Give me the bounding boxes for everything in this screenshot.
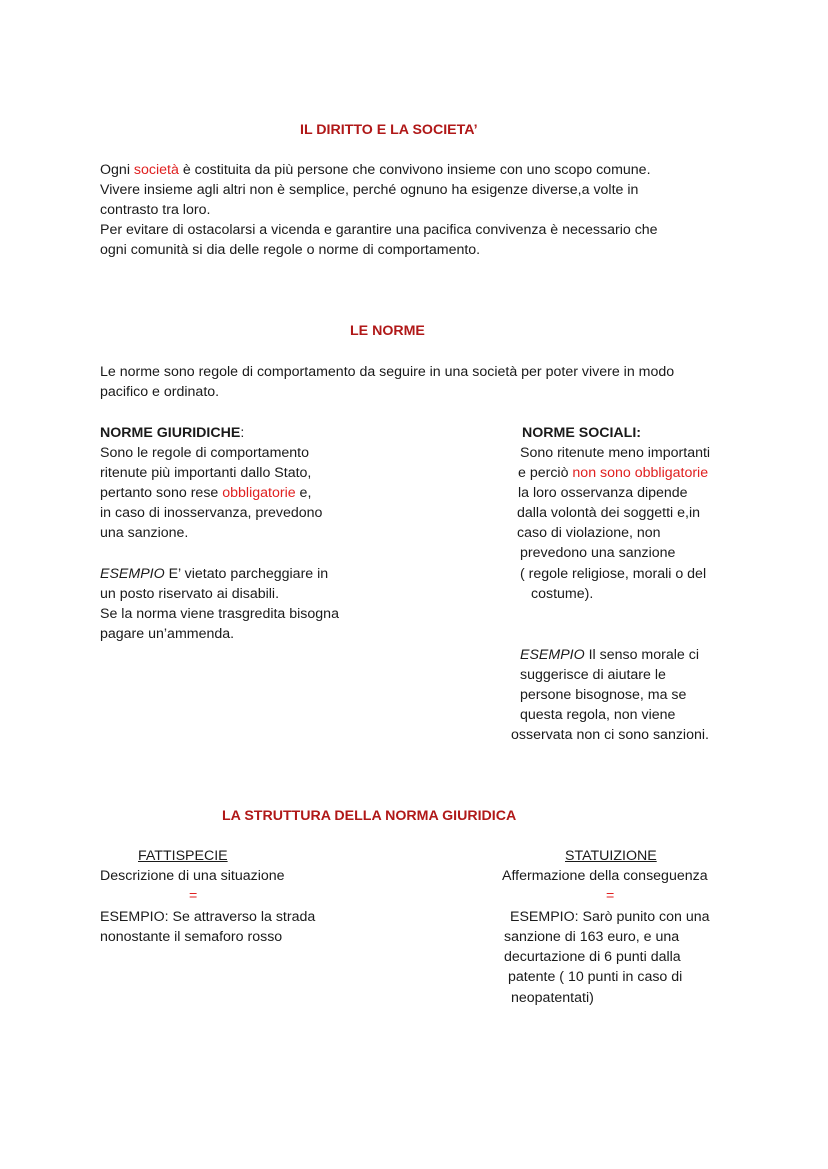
- text-line: suggerisce di aiutare le: [520, 667, 666, 683]
- heading-norme-sociali: NORME SOCIALI:: [522, 425, 642, 441]
- example-label: ESEMPIO: [100, 566, 165, 582]
- equals-sign: =: [189, 888, 198, 904]
- paragraph-line: ogni comunità si dia delle regole o norme di comportamento.: [100, 242, 481, 258]
- text-line: un posto riservato ai disabili.: [100, 586, 280, 602]
- text-line: ritenute più importanti dallo Stato,: [100, 465, 312, 481]
- text-line: Affermazione della conseguenza: [502, 868, 708, 884]
- text-fragment: è costituita da più persone che convivono insieme con uno scopo comune.: [178, 162, 651, 178]
- text-line: [518, 463, 708, 483]
- heading-text: NORME GIURIDICHE: [100, 425, 241, 441]
- text-line: ESEMPIO: Se attraverso la strada: [100, 909, 316, 925]
- heading-norme-giuridiche: [100, 423, 244, 443]
- text-line: patente ( 10 punti in caso di: [508, 969, 683, 985]
- section-title-struttura: LA STRUTTURA DELLA NORMA GIURIDICA: [222, 808, 517, 824]
- heading-statuizione: STATUIZIONE: [565, 848, 657, 864]
- example-line: [100, 564, 328, 584]
- text-line: questa regola, non viene: [520, 707, 676, 723]
- heading-fattispecie: FATTISPECIE: [138, 848, 228, 864]
- example-label: ESEMPIO: [520, 647, 585, 663]
- heading-colon: :: [240, 425, 245, 441]
- paragraph-line: Vivere insieme agli altri non è semplice, perché ognuno ha esigenze diverse,a volte in: [100, 182, 639, 198]
- section-title-diritto: IL DIRITTO E LA SOCIETA’: [300, 122, 478, 138]
- text-line: sanzione di 163 euro, e una: [504, 929, 680, 945]
- text-line: pagare un’ammenda.: [100, 626, 235, 642]
- text-line: persone bisognose, ma se: [520, 687, 687, 703]
- text-fragment: E’ vietato parcheggiare in: [164, 566, 329, 582]
- example-line: [520, 645, 699, 665]
- text-line: ( regole religiose, morali o del: [520, 566, 707, 582]
- paragraph-line: Le norme sono regole di comportamento da seguire in una società per poter vivere in modo: [100, 364, 675, 380]
- text-fragment: e,: [295, 485, 312, 501]
- text-line: Sono le regole di comportamento: [100, 445, 309, 461]
- paragraph-line: [100, 160, 651, 180]
- highlighted-word: obbligatorie: [222, 485, 296, 501]
- text-line: neopatentati): [511, 990, 594, 1006]
- paragraph-line: contrasto tra loro.: [100, 202, 211, 218]
- highlighted-word: non sono obbligatorie: [572, 465, 709, 481]
- text-fragment: Ogni: [100, 162, 134, 178]
- text-line: Sono ritenute meno importanti: [520, 445, 711, 461]
- paragraph-line: pacifico e ordinato.: [100, 384, 220, 400]
- text-line: costume).: [531, 586, 594, 602]
- text-line: decurtazione di 6 punti dalla: [504, 949, 681, 965]
- text-line: in caso di inosservanza, prevedono: [100, 505, 323, 521]
- text-line: Descrizione di una situazione: [100, 868, 285, 884]
- text-line: dalla volontà dei soggetti e,in: [517, 505, 700, 521]
- highlighted-word: società: [133, 162, 179, 178]
- text-line: ESEMPIO: Sarò punito con una: [510, 909, 710, 925]
- text-fragment: e perciò: [518, 465, 573, 481]
- text-line: [100, 483, 311, 503]
- text-line: la loro osservanza dipende: [518, 485, 688, 501]
- text-line: una sanzione.: [100, 525, 189, 541]
- equals-sign: =: [606, 888, 615, 904]
- text-line: prevedono una sanzione: [520, 545, 676, 561]
- text-line: nonostante il semaforo rosso: [100, 929, 283, 945]
- text-line: osservata non ci sono sanzioni.: [511, 727, 709, 743]
- text-fragment: Il senso morale ci: [584, 647, 699, 663]
- paragraph-line: Per evitare di ostacolarsi a vicenda e garantire una pacifica convivenza è necessario che: [100, 222, 658, 238]
- text-line: Se la norma viene trasgredita bisogna: [100, 606, 339, 622]
- section-title-norme: LE NORME: [350, 323, 425, 339]
- text-line: caso di violazione, non: [517, 525, 661, 541]
- text-fragment: pertanto sono rese: [100, 485, 223, 501]
